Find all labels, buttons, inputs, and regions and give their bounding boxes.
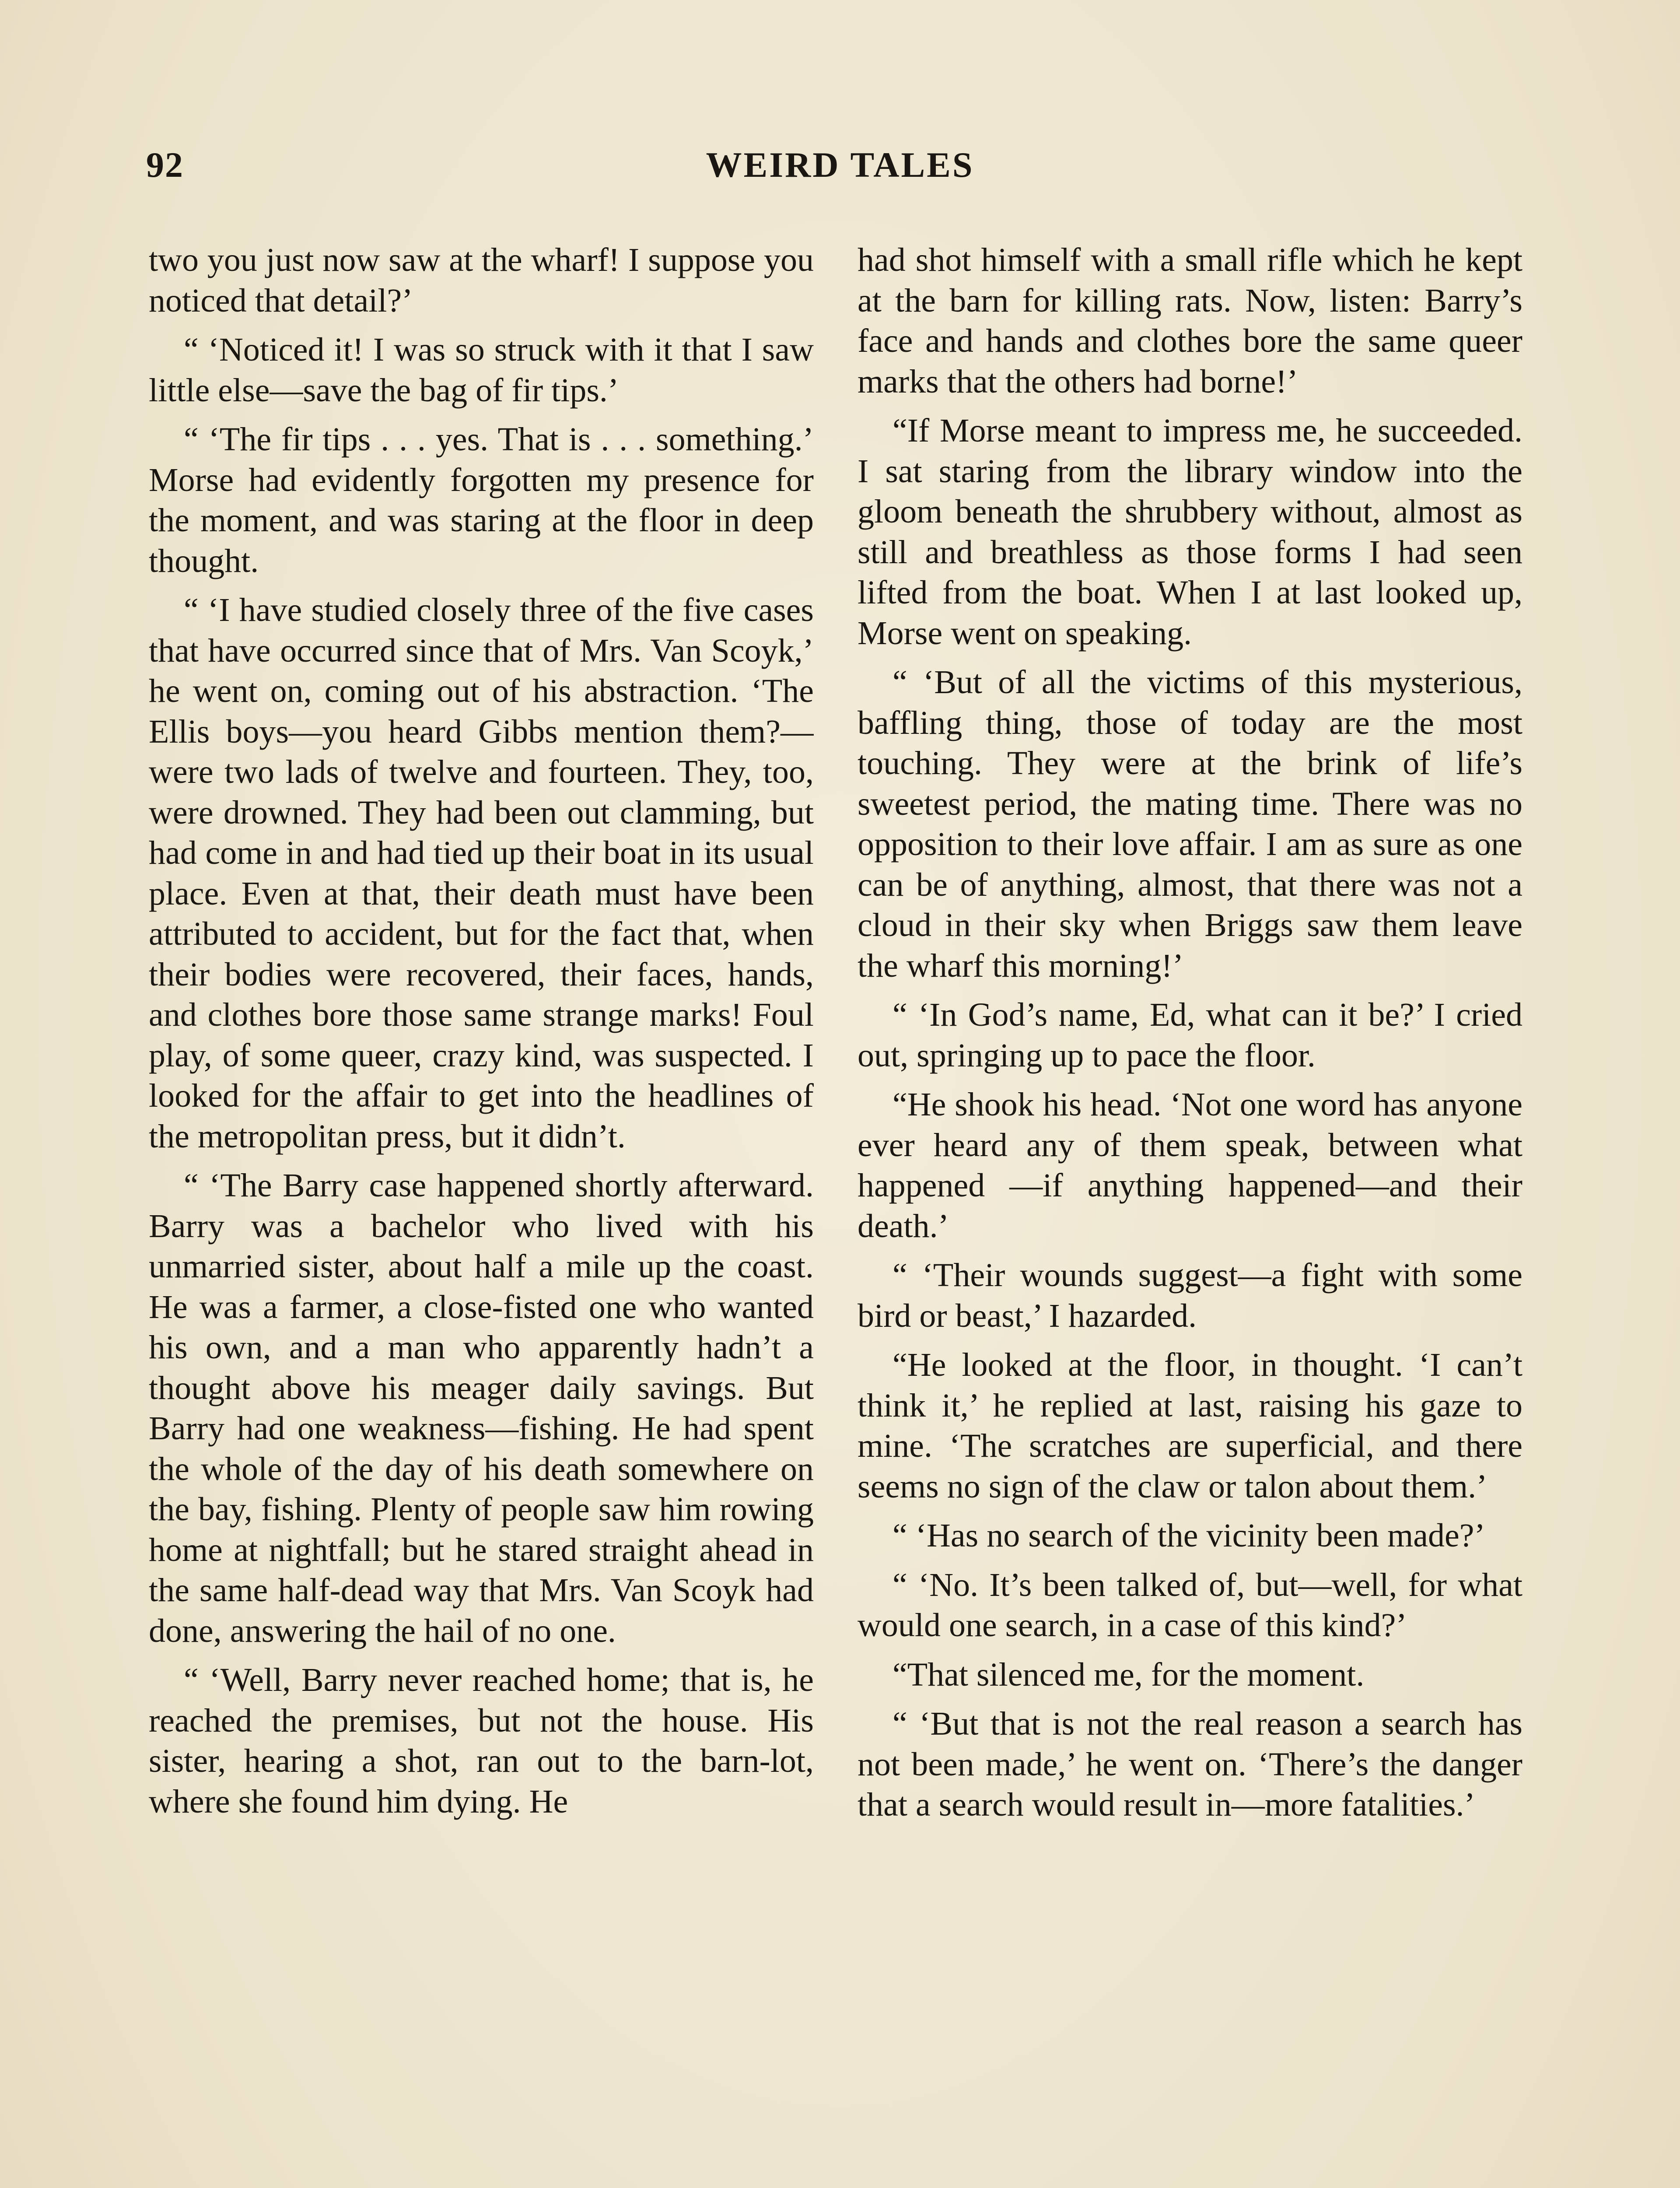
paragraph: “ ‘Noticed it! I was so struck with it that I saw little else—save the bag of fir tips.’ bbox=[149, 331, 814, 409]
paragraph: “He shook his head. ‘Not one word has anyone ever heard any of them speak, between what happened —if anything happened—and their death.’ bbox=[858, 1086, 1522, 1245]
paragraph: “He looked at the floor, in thought. ‘I can’t think it,’ he replied at last, raising his gaze to mine. ‘The scratches are superficial, and there seems no sign of the claw or talon about them.’ bbox=[858, 1346, 1522, 1505]
paragraph: “ ‘Has no search of the vicinity been made?’ bbox=[892, 1517, 1485, 1554]
paragraph: “ ‘But of all the victims of this mysterious, baffling thing, those of today are the most touching. They were at the brink of life’s sweetest period, the mating time. There was no opposition to their love affair. I am as sure as one can be of anything, almost, that there was not a cloud in their sky when Briggs saw them leave the wharf this morning!’ bbox=[858, 664, 1522, 984]
paragraph: “ ‘But that is not the real reason a search has not been made,’ he went on. ‘There’s the danger that a search would result in—more fatalities.’ bbox=[858, 1705, 1522, 1823]
paragraph: “That silenced me, for the moment. bbox=[892, 1656, 1365, 1693]
paragraph: “ ‘Well, Barry never reached home; that is, he reached the premises, but not the house. His sister, hearing a shot, ran out to the barn-lot, where she found him dying. He bbox=[149, 1662, 814, 1820]
paragraph: “ ‘No. It’s been talked of, but—well, for what would one search, in a case of this kind?’ bbox=[858, 1566, 1522, 1644]
paragraph: “ ‘The Barry case happened shortly afterward. Barry was a bachelor who lived with his unmarried sister, about half a mile up the coast. He was a farmer, a close-fisted one who wanted his own, and a man who apparently hadn’t a thought above his meager daily savings. But Barry had one weakness—fishing. He had spent the whole of the day of his death somewhere on the bay, fishing. Plenty of people saw him rowing home at nightfall; but he stared straight ahead in the same half-dead way that Mrs. Van Scoyk had done, answering the hail of no one. bbox=[149, 1167, 814, 1649]
page-number: 92 bbox=[146, 145, 184, 185]
paragraph: two you just now saw at the wharf! I suppose you noticed that detail?’ bbox=[149, 242, 814, 319]
paragraph: “ ‘In God’s name, Ed, what can it be?’ I cried out, springing up to pace the floor. bbox=[858, 996, 1522, 1074]
paragraph: had shot himself with a small rifle which he kept at the barn for killing rats. Now, listen: Barry’s face and hands and clothes bore the same queer marks that the others had borne!’ bbox=[858, 242, 1522, 400]
paragraph: “ ‘The fir tips . . . yes. That is . . . something.’ Morse had evidently forgotten my presence for the moment, and was staring at the floor in deep thought. bbox=[149, 421, 814, 579]
left-column bbox=[149, 240, 814, 2188]
paragraph: “ ‘Their wounds suggest—a fight with some bird or beast,’ I hazarded. bbox=[858, 1257, 1522, 1334]
running-title: WEIRD TALES bbox=[706, 145, 974, 185]
right-column bbox=[858, 240, 1522, 2188]
paragraph: “ ‘I have studied closely three of the five cases that have occurred since that of Mrs. Van Scoyk,’ he went on, coming out of his abstraction. ‘The Ellis boys—you heard Gibbs mention them?—were two lads of twelve and fourteen. They, too, were drowned. They had been out clamming, but had come in and had tied up their boat in its usual place. Even at that, their death must have been attributed to accident, but for the fact that, when their bodies were recovered, their faces, hands, and clothes bore those same strange marks! Foul play, of some queer, crazy kind, was suspected. I looked for the affair to get into the headlines of the metropolitan press, but it didn’t. bbox=[149, 592, 814, 1155]
paragraph: “If Morse meant to impress me, he succeeded. I sat staring from the library window into the gloom beneath the shrubbery without, almost as still and breathless as those forms I had seen lifted from the boat. When I at last looked up, Morse went on speaking. bbox=[858, 412, 1522, 652]
